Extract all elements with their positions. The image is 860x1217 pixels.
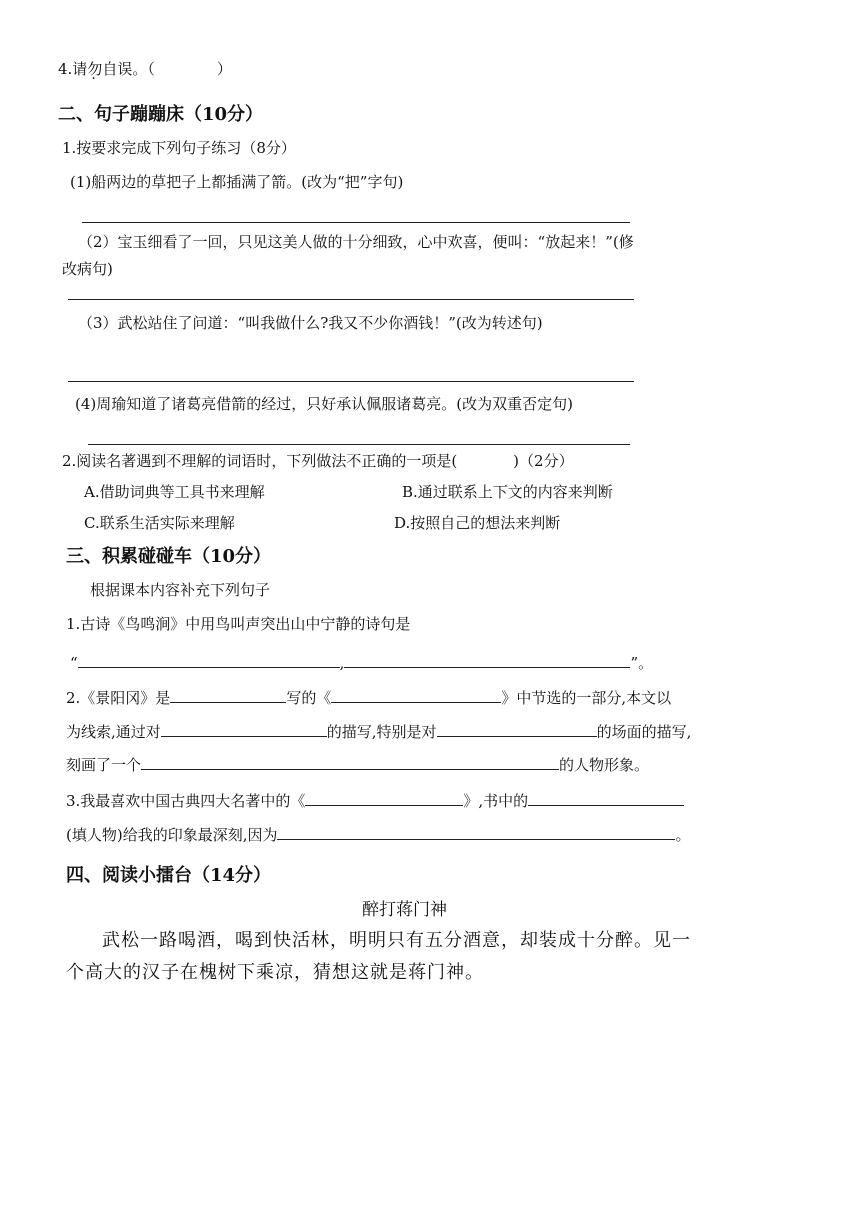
blank-book[interactable] [331,683,501,703]
question-4: 4.请勿自误。（ ） [58,60,232,78]
blank-reason[interactable] [277,820,675,840]
blank-scene[interactable] [437,717,597,737]
blank-person[interactable] [528,786,684,806]
blank-poem-2[interactable] [344,648,630,668]
section-3-question-2-line-1: 2.《景阳冈》是 写的《 》中节选的一部分,本文以 [66,683,671,708]
section-4-title: 四、阅读小擂台（14分） [66,865,272,886]
sentence-3: （3）武松站住了问道：“叫我做什么?我又不少你酒钱！”(改为转述句) [78,314,543,332]
option-c[interactable]: C.联系生活实际来理解 [84,514,235,532]
section-2-title: 二、句子蹦蹦床（10分） [58,104,264,125]
story-paragraph-line-1: 武松一路喝酒，喝到快活林，明明只有五分酒意，却装成十分醉。见一 [102,930,691,951]
option-d[interactable]: D.按照自己的想法来判断 [394,514,561,532]
section-2-question-1: 1.按要求完成下列句子练习（8分） [62,139,296,157]
option-b[interactable]: B.通过联系上下文的内容来判断 [402,483,613,501]
blank-author[interactable] [170,683,286,703]
story-title: 醉打蒋门神 [362,900,447,920]
section-3-question-1: 1.古诗《鸟鸣涧》中用鸟叫声突出山中宁静的诗句是 [66,615,411,633]
sentence-1: (1)船两边的草把子上都插满了箭。(改为“把”字句) [70,173,404,191]
section-3-question-2-line-3: 刻画了一个 的人物形象。 [66,750,649,775]
sentence-2-line-1: （2）宝玉细看了一回，只见这美人做的十分细致，心中欢喜，便叫：“放起来！”(修 [78,233,634,251]
sentence-4: (4)周瑜知道了诸葛亮借箭的经过，只好承认佩服诸葛亮。(改为双重否定句) [75,395,573,413]
answer-line-3[interactable] [68,381,634,382]
section-3-question-3-line-1: 3.我最喜欢中国古典四大名著中的《 》,书中的 [66,786,684,811]
poem-fill-line: “ , ”。 [70,648,653,673]
dotted-char: 勿 [87,60,103,78]
answer-line-4[interactable] [88,444,630,445]
answer-line-1[interactable] [82,222,630,223]
blank-description[interactable] [161,717,327,737]
section-3-question-2-line-2: 为线索,通过对 的描写,特别是对 的场面的描写, [66,717,691,742]
blank-poem-1[interactable] [78,648,340,668]
section-2-question-2: 2.阅读名著遇到不理解的词语时，下列做法不正确的一项是( )（2分） [62,452,574,470]
section-3-intro: 根据课本内容补充下列句子 [90,581,271,599]
blank-masterpiece[interactable] [305,786,463,806]
blank-character[interactable] [141,750,559,770]
sentence-2-line-2: 改病句) [62,260,113,278]
story-paragraph-line-2: 个高大的汉子在槐树下乘凉，猜想这就是蒋门神。 [66,962,484,983]
section-3-question-3-line-2: (填人物)给我的印象最深刻,因为 。 [66,820,691,845]
answer-line-2[interactable] [68,299,634,300]
option-a[interactable]: A.借助词典等工具书来理解 [84,483,265,501]
section-3-title: 三、积累碰碰车（10分） [66,546,272,567]
